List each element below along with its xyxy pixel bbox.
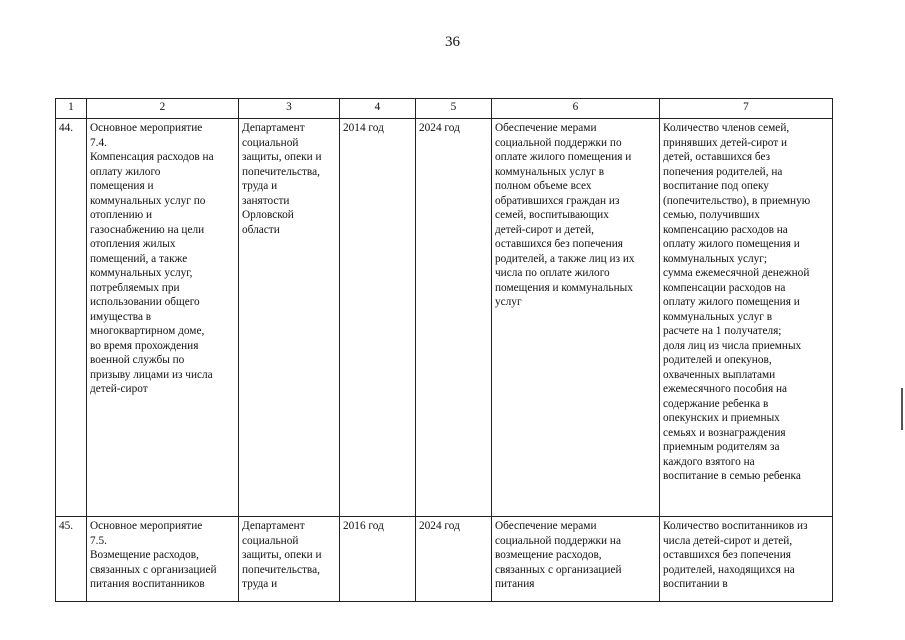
expected-result-text: Обеспечение мерами социальной поддержки по оплате жилого помещения и коммунальных услуг в полном объеме всех обратившихся граждан из семей, воспитывающих детей-сирот и детей, оставшихся без попечения родителей, а также лиц из их числа по оплате жилого помещения и коммунальных услуг	[495, 122, 635, 308]
page-number: 36	[445, 34, 460, 50]
activity-cell	[87, 517, 239, 602]
executor-cell	[239, 517, 340, 602]
activity-text: Основное мероприятие 7.4. Компенсация расходов на оплату жилого помещения и коммунальных услуг по отоплению и газоснабжению на цели отопления жилых помещений, а также коммунальных услуг, потребляемых при использовании общего имущества в многоквартирном доме, во время прохождения военной службы по призыву лицами из числа детей-сирот	[90, 122, 214, 395]
executor-text: Департамент социальной защиты, опеки и попечительства, труда и	[242, 520, 322, 590]
header-col-7: 7	[660, 99, 833, 119]
indicators-text: Количество членов семей, принявших детей-сирот и детей, оставшихся без попечения родителей, на воспитание под опеку (попечительство), в приемную семью, получивших компенсацию расходов на оплату жилого помещения и коммунальных услуг; сумма ежемесячной денежной компенсации расходов на оплату жилого помещения и коммунальных услуг в расчете на 1 получателя; доля лиц из числа приемных родителей и опекунов, охваченных выплатами ежемесячного пособия на содержание ребенка в опекунских и приемных семьях и вознаграждения приемным родителям за каждого взятого на воспитание в семью ребенка	[663, 122, 811, 482]
activity-text: Основное мероприятие 7.5. Возмещение расходов, связанных с организацией питания воспитанников	[90, 520, 217, 590]
header-col-6: 6	[492, 99, 660, 119]
header-col-2: 2	[87, 99, 239, 119]
end-year-cell	[416, 119, 492, 517]
table-row	[56, 119, 833, 517]
start-year: 2014 год	[343, 122, 384, 134]
executor-text: Департамент социальной защиты, опеки и попечительства, труда и занятости Орловской области	[242, 122, 322, 236]
header-col-4: 4	[340, 99, 416, 119]
scan-artifact-line	[901, 388, 903, 430]
end-year: 2024 год	[419, 520, 460, 532]
expected-result-cell	[492, 517, 660, 602]
indicators-cell	[660, 517, 833, 602]
start-year-cell	[340, 517, 416, 602]
row-number-cell	[56, 517, 87, 602]
table-row	[56, 517, 833, 602]
end-year-cell	[416, 517, 492, 602]
indicators-cell	[660, 119, 833, 517]
end-year: 2024 год	[419, 122, 460, 134]
header-col-1: 1	[56, 99, 87, 119]
row-number: 44.	[59, 122, 74, 134]
expected-result-cell	[492, 119, 660, 517]
header-col-5: 5	[416, 99, 492, 119]
measures-table	[55, 98, 833, 602]
executor-cell	[239, 119, 340, 517]
indicators-text: Количество воспитанников из числа детей-сирот и детей, оставшихся без попечения родителей, находящихся на воспитании в	[663, 520, 808, 590]
expected-result-text: Обеспечение мерами социальной поддержки на возмещение расходов, связанных с организацией питания	[495, 520, 622, 590]
start-year: 2016 год	[343, 520, 384, 532]
header-col-3: 3	[239, 99, 340, 119]
row-number-cell	[56, 119, 87, 517]
row-number: 45.	[59, 520, 74, 532]
activity-cell	[87, 119, 239, 517]
start-year-cell	[340, 119, 416, 517]
header-row	[56, 99, 833, 119]
